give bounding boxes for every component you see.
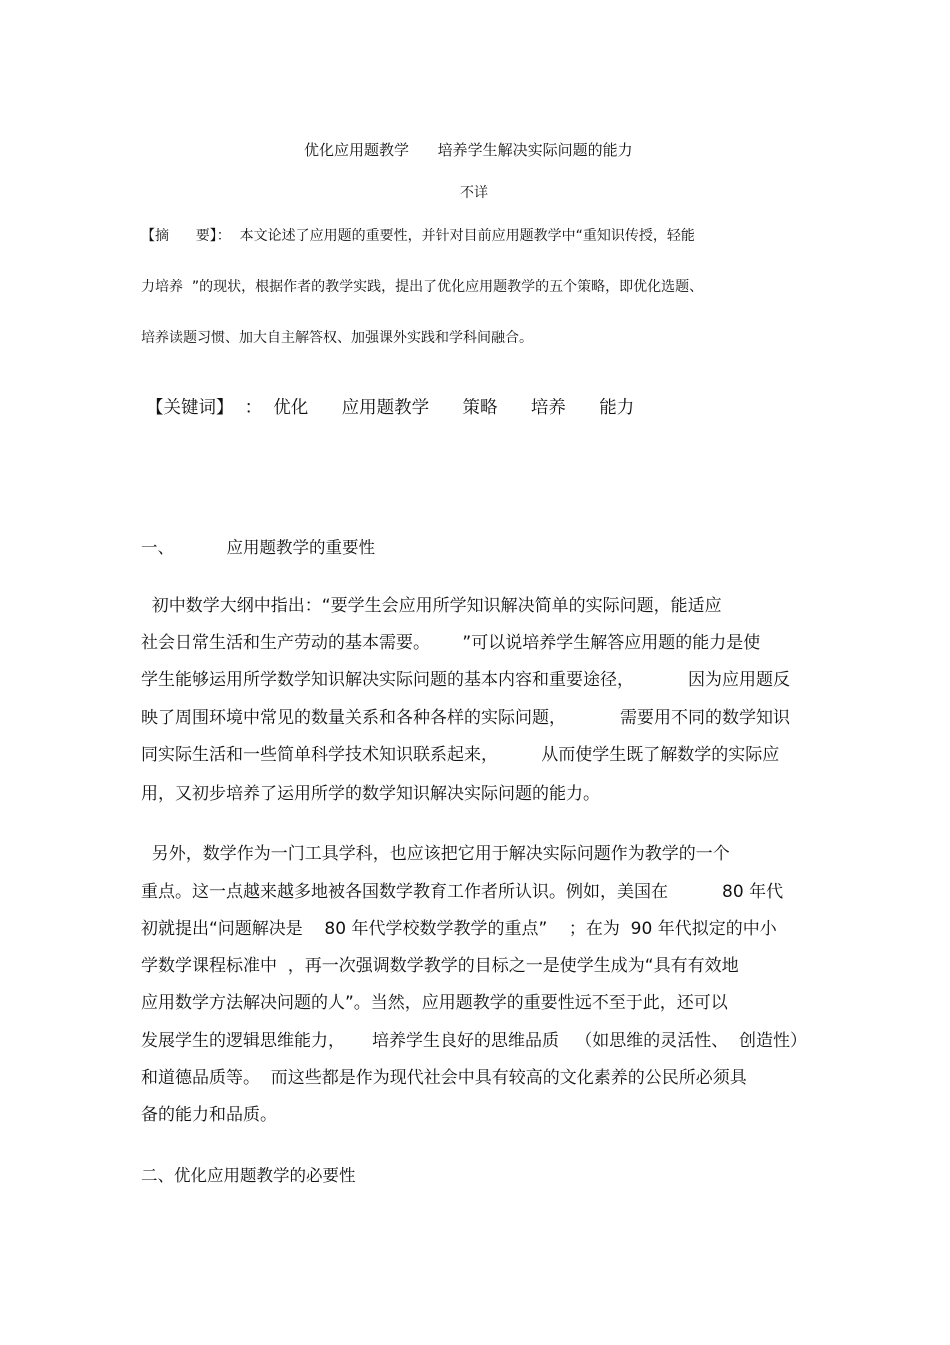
abstract-line-1: 【摘 要】： 本文论述了应用题的重要性，并针对目前应用题教学中“重知识传授，轻能	[141, 228, 695, 244]
keywords-line: 【关键词】 ： 优化 应用题教学 策略 培养 能力	[146, 398, 635, 418]
section-1-para-1-line-5: 同实际生活和一些简单科学技术知识联系起来， 从而使学生既了解数学的实际应	[141, 745, 780, 765]
section-1-para-2-line-4: 学数学课程标准中 ，再一次强调数学教学的目标之一是使学生成为“具有有效地	[141, 956, 739, 976]
section-2-heading: 二、优化应用题教学的必要性	[141, 1166, 356, 1185]
section-1-para-1-line-3: 学生能够运用所学数学知识解决实际问题的基本内容和重要途径， 因为应用题反	[141, 670, 791, 690]
section-1-heading: 一、 应用题教学的重要性	[141, 538, 375, 557]
section-1-para-2-line-8: 备的能力和品质。	[141, 1105, 277, 1125]
section-1-para-2-line-2: 重点。这一点越来越多地被各国数学教育工作者所认识。例如，美国在 80 年代	[141, 882, 784, 902]
document-author: 不详	[460, 185, 488, 201]
section-1-para-2-line-7: 和道德品质等。 而这些都是作为现代社会中具有较高的文化素养的公民所必须具	[141, 1068, 747, 1088]
section-1-para-2-line-5: 应用数学方法解决问题的人”。当然，应用题教学的重要性远不至于此，还可以	[141, 993, 728, 1013]
abstract-line-2: 力培养 ”的现状，根据作者的教学实践，提出了优化应用题教学的五个策略，即优化选题、	[141, 279, 704, 295]
section-1-para-1-line-1: 初中数学大纲中指出：“要学生会应用所学知识解决简单的实际问题，能适应	[141, 596, 722, 616]
abstract-line-3: 培养读题习惯、加大自主解答权、加强课外实践和学科间融合。	[141, 330, 533, 346]
section-1-para-1-line-6: 用，又初步培养了运用所学的数学知识解决实际问题的能力。	[141, 784, 600, 804]
section-1-para-1-line-4: 映了周围环境中常见的数量关系和各种各样的实际问题， 需要用不同的数学知识	[141, 708, 791, 728]
section-1-para-2-line-1: 另外，数学作为一门工具学科，也应该把它用于解决实际问题作为教学的一个	[141, 844, 730, 864]
section-1-para-1-line-2: 社会日常生活和生产劳动的基本需要。 ”可以说培养学生解答应用题的能力是使	[141, 633, 761, 653]
document-title: 优化应用题教学 培养学生解决实际问题的能力	[304, 141, 633, 159]
section-1-para-2-line-3: 初就提出“问题解决是 80 年代学校数学教学的重点” ；在为 90 年代拟定的中小	[141, 919, 777, 939]
section-1-para-2-line-6: 发展学生的逻辑思维能力， 培养学生良好的思维品质 （如思维的灵活性、 创造性）	[141, 1031, 808, 1051]
